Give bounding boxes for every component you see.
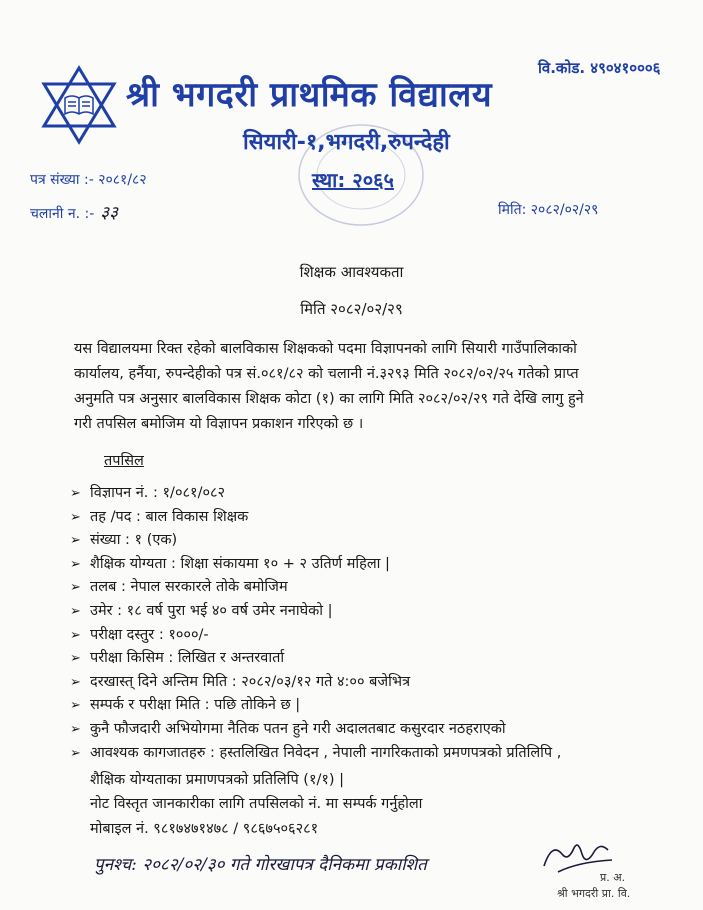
list-item xyxy=(70,529,680,553)
arrow-bullet-icon: ➢ xyxy=(70,698,81,714)
established-year: स्था: २०६५ xyxy=(312,168,394,192)
list-item xyxy=(70,624,680,648)
arrow-bullet-icon: ➢ xyxy=(70,745,81,761)
documents-continuation: शैक्षिक योग्यताका प्रमाणपत्रको प्रतिलिपि (१/१) | xyxy=(90,772,345,788)
arrow-bullet-icon: ➢ xyxy=(70,533,81,549)
arrow-bullet-icon: ➢ xyxy=(70,674,81,690)
arrow-bullet-icon: ➢ xyxy=(70,486,81,501)
arrow-bullet-icon: ➢ xyxy=(70,580,81,596)
notice-title: शिक्षक आवश्यकता xyxy=(299,263,404,281)
dispatch-number xyxy=(30,200,118,223)
list-item-text: तलब : नेपाल सरकारले तोके बमोजिम xyxy=(90,579,288,596)
list-item-text: संख्या : १ (एक) xyxy=(90,532,178,549)
list-item xyxy=(70,553,680,577)
list-item xyxy=(70,647,680,671)
arrow-bullet-icon: ➢ xyxy=(70,651,81,667)
notice-date: मिति २०८२/०२/२९ xyxy=(300,300,403,318)
list-item-text: तह /पद : बाल विकास शिक्षक xyxy=(90,508,249,525)
arrow-bullet-icon: ➢ xyxy=(70,509,81,525)
notice-body xyxy=(74,337,670,437)
arrow-bullet-icon: ➢ xyxy=(70,603,81,619)
dispatch-value: ३३ xyxy=(100,203,118,223)
list-item xyxy=(70,742,680,766)
schedule-list xyxy=(70,482,680,765)
notice-body-line: यस विद्यालयमा रिक्त रहेको बालविकास शिक्षकको पदमा विज्ञापनको लागि सियारी गाउँपालिकाको xyxy=(74,341,577,357)
postscript-note: पुनश्च: २०८२/०२/३० गते गोरखापत्र दैनिकमा प्रकाशित xyxy=(94,855,427,875)
dispatch-label: चलानी न. :- xyxy=(30,206,95,222)
arrow-bullet-icon: ➢ xyxy=(70,627,81,643)
notice-body-line: अनुमति पत्र अनुसार बालविकास शिक्षक कोटा (१) का लागि मिति २०८२/०२/२९ गते देखि लागु हुने xyxy=(74,391,584,407)
list-item xyxy=(70,506,680,530)
list-item xyxy=(70,482,680,506)
list-item xyxy=(70,671,680,695)
arrow-bullet-icon: ➢ xyxy=(70,556,81,572)
letter-date: मिति: २०८२/०२/२९ xyxy=(498,202,599,218)
notice-body-line: कार्यालय, हर्नैया, रुपन्देहीको पत्र सं.०८१/८२ को चलानी नं.३२९३ मिति २०८२/०२/२५ गतेको प्राप्त xyxy=(74,366,579,382)
school-code: वि.कोड. ४९०४१०००६ xyxy=(538,59,661,77)
school-name: श्री भगदरी प्राथमिक विद्यालय xyxy=(126,75,493,115)
list-item-text: आवश्यक कागजातहरु : हस्तलिखित निवेदन , नेपाली नागरिकताको प्रमणपत्रको प्रतिलिपि , xyxy=(90,744,562,761)
school-address: सियारी-१,भगदरी,रुपन्देही xyxy=(243,130,450,155)
list-item-text: कुनै फौजदारी अभियोगमा नैतिक पतन हुने गरी अदालतबाट कसुरदार नठहराएको xyxy=(90,720,506,737)
list-item-text: सम्पर्क र परीक्षा मिति : पछि तोकिने छ | xyxy=(90,697,301,714)
school-logo-icon xyxy=(38,64,120,146)
schedule-heading: तपसिल xyxy=(104,453,144,469)
notice-body-line: गरी तपसिल बमोजिम यो विज्ञापन प्रकाशन गरिएको छ । xyxy=(74,416,364,432)
list-item-text: दरखास्त् दिने अन्तिम मिति : २०८२/०३/१२ गते ४:०० बजेभित्र xyxy=(90,673,411,690)
list-item-text: परीक्षा किसिम : लिखित र अन्तरवार्ता xyxy=(90,650,285,667)
signer-school: श्री भगदरी प्रा. वि. xyxy=(557,887,631,900)
letter-number: पत्र संख्या :- २०८१/८२ xyxy=(30,172,147,188)
list-item xyxy=(70,694,680,718)
mobile-numbers: मोबाइल नं. ९८१७४७१४७८ / ९८६७५०६२८१ xyxy=(90,821,319,837)
list-item-text: परीक्षा दस्तुर : १०००/- xyxy=(90,626,209,643)
list-item-text: विज्ञापन नं. : १/०८१/०८२ xyxy=(90,485,226,501)
list-item-text: उमेर : १८ वर्ष पुरा भई ४० वर्ष उमेर ननाघेको | xyxy=(90,602,333,619)
signer-title: प्र. अ. xyxy=(600,871,626,884)
list-item xyxy=(70,718,680,742)
list-item xyxy=(70,576,680,600)
list-item-text: शैक्षिक योग्यता : शिक्षा संकायमा १० + २ उतिर्ण महिला | xyxy=(90,555,390,572)
contact-note: नोट विस्तृत जानकारीका लागि तपसिलको नं. मा सम्पर्क गर्नुहोला xyxy=(90,796,423,812)
arrow-bullet-icon: ➢ xyxy=(70,721,81,737)
list-item xyxy=(70,600,680,624)
